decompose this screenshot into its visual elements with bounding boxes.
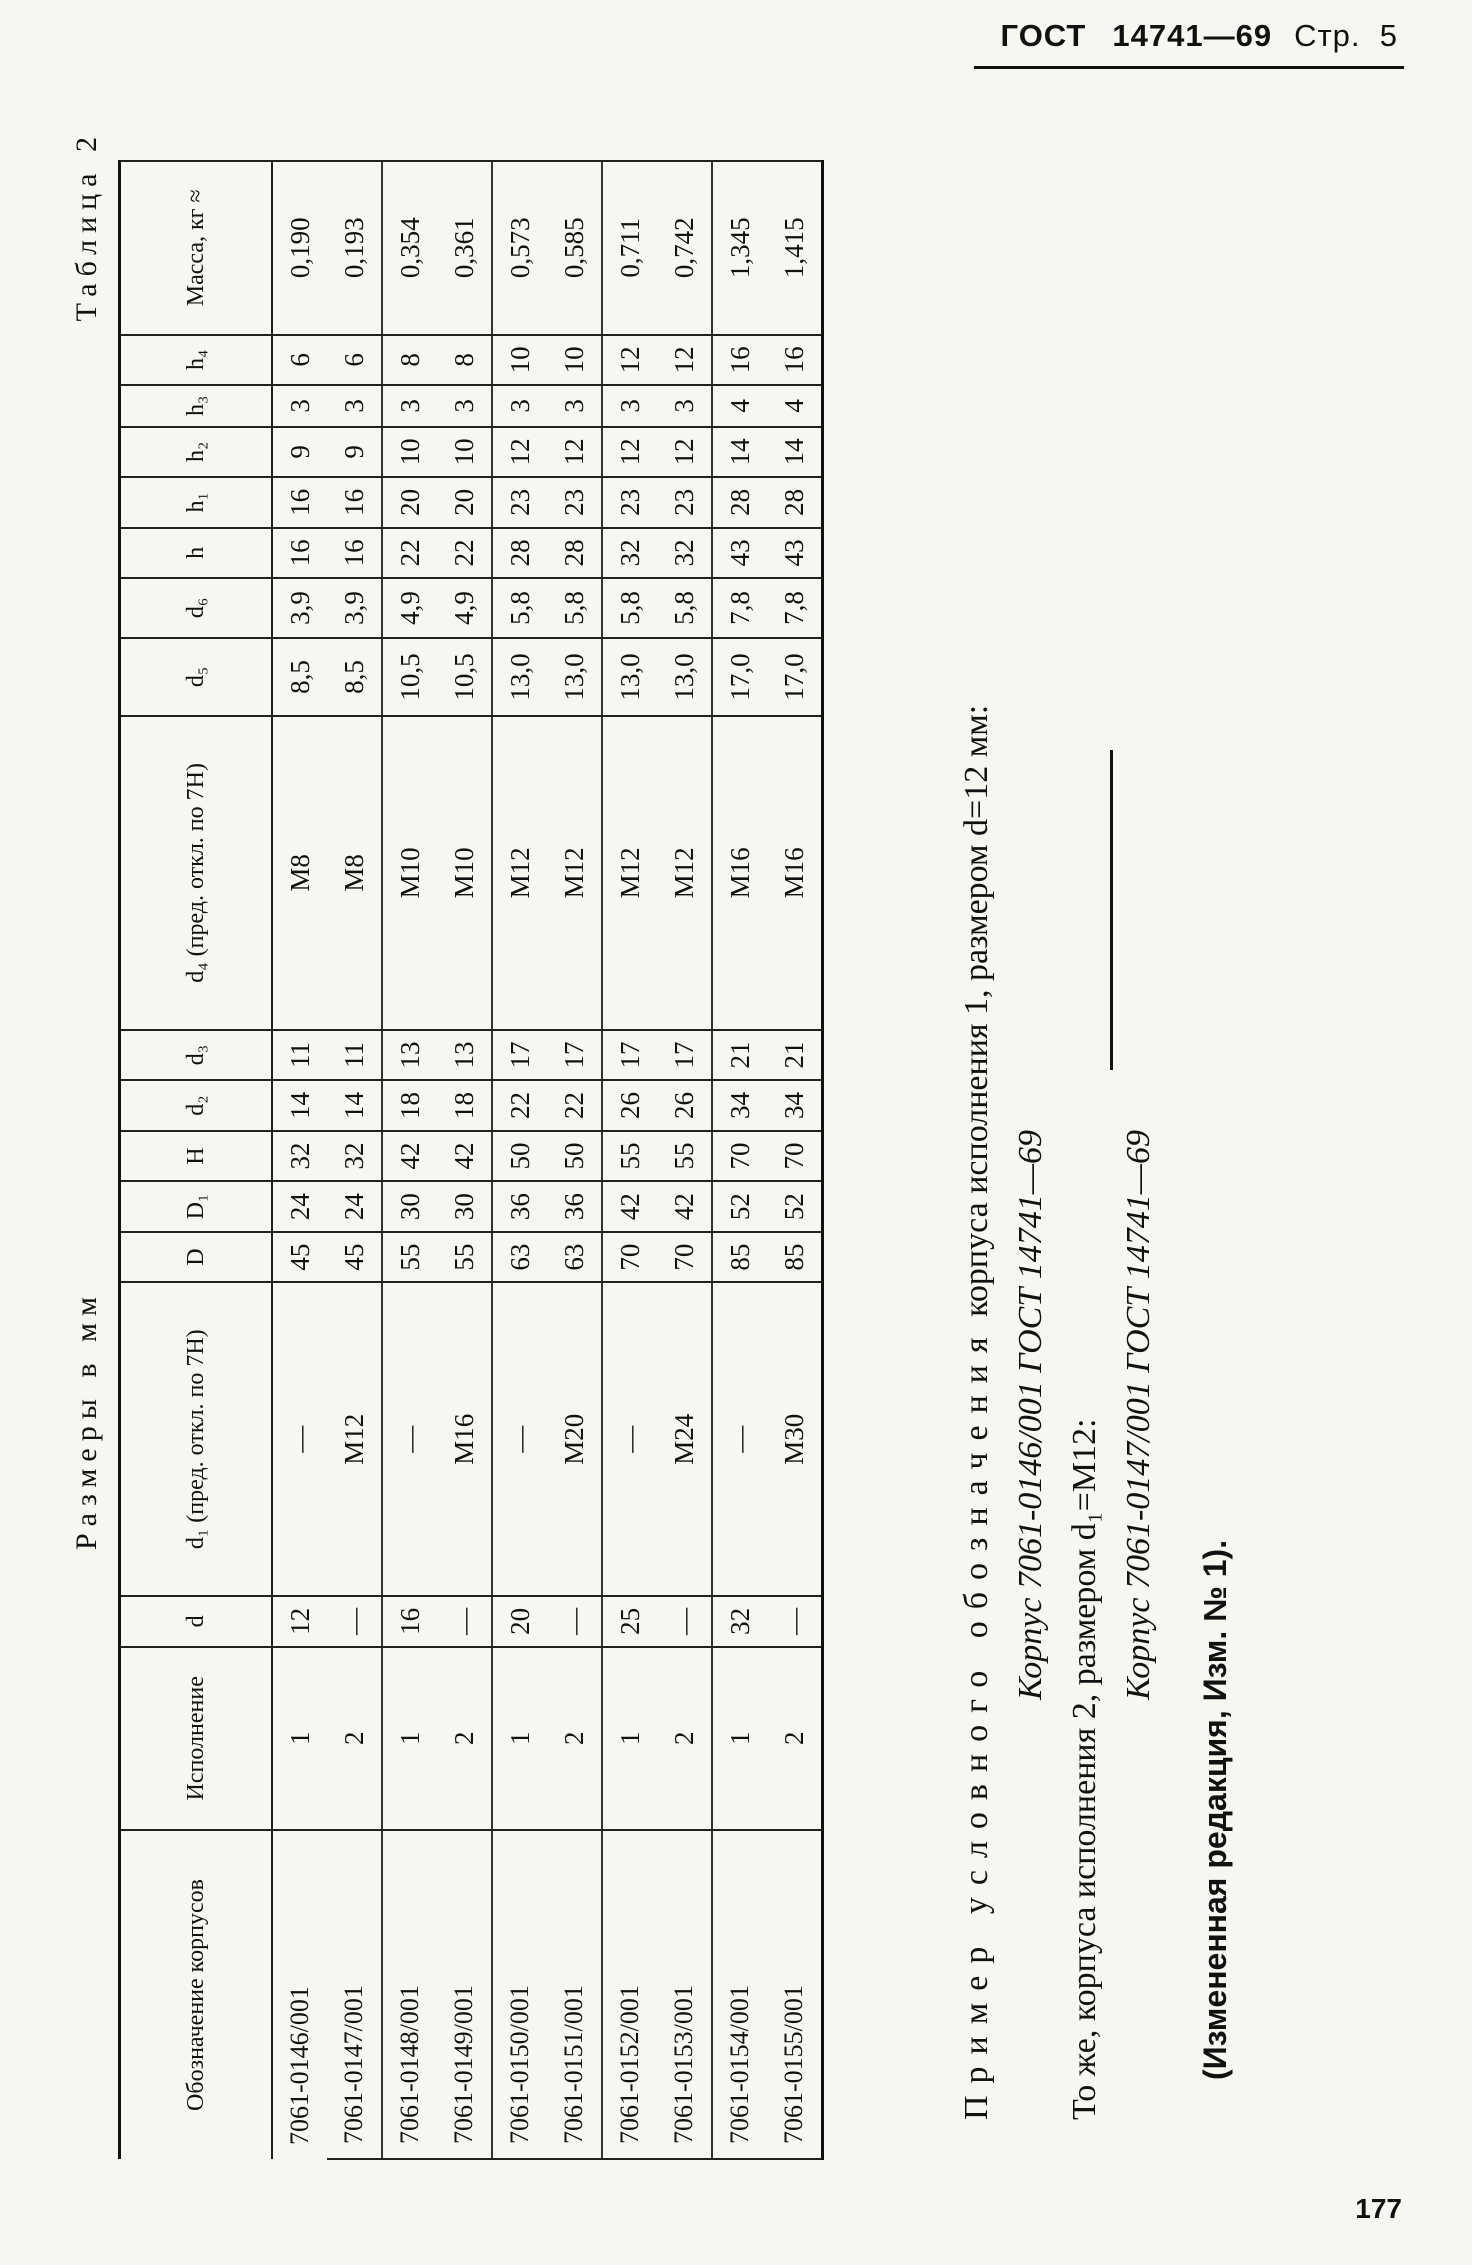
designation-cell: 7061-0146/001 bbox=[272, 1830, 327, 2159]
example-intro: Пример условного обозначения bbox=[958, 1325, 995, 2120]
table-cell: 13 bbox=[437, 1030, 492, 1081]
table-cell: 17 bbox=[657, 1030, 712, 1081]
table-cell: 12 bbox=[602, 427, 657, 478]
table-cell: 1 bbox=[492, 1647, 547, 1830]
table-cell: 16 bbox=[327, 528, 382, 579]
table-units: Размеры в мм bbox=[70, 1289, 103, 1550]
table-cell: 55 bbox=[437, 1232, 492, 1283]
table-cell: 24 bbox=[272, 1181, 327, 1232]
spec-table bbox=[118, 160, 824, 2160]
table-cell: 32 bbox=[272, 1131, 327, 1182]
table-cell: 7,8 bbox=[767, 578, 823, 638]
table-cell: 28 bbox=[767, 477, 823, 528]
table-cell: 1,345 bbox=[712, 161, 767, 335]
standard-number: 14741—69 bbox=[1112, 18, 1273, 53]
table-cell: 23 bbox=[602, 477, 657, 528]
table-cell: 5,8 bbox=[547, 578, 602, 638]
table-cell: 36 bbox=[547, 1181, 602, 1232]
table-cell: М10 bbox=[437, 716, 492, 1030]
table-cell: 4 bbox=[767, 385, 823, 426]
table-cell: 45 bbox=[272, 1232, 327, 1283]
table-cell: 14 bbox=[272, 1080, 327, 1131]
designation-cell: 7061-0148/001 bbox=[382, 1830, 437, 2159]
table-cell: 42 bbox=[657, 1181, 712, 1232]
column-header: Обозначение корпусов bbox=[120, 1830, 273, 2159]
table-cell: 3 bbox=[327, 385, 382, 426]
column-header: h₂ bbox=[120, 427, 273, 478]
table-cell: — bbox=[272, 1282, 327, 1596]
example-line-2: То же, корпуса исполнения 2, размером d₁=М12: bbox=[1066, 1418, 1103, 2120]
page-label: Стр. 5 bbox=[1294, 18, 1398, 53]
table-cell: 16 bbox=[382, 1596, 437, 1647]
table-cell: 32 bbox=[657, 528, 712, 579]
table-cell: 52 bbox=[767, 1181, 823, 1232]
table-cell: 5,8 bbox=[492, 578, 547, 638]
table-cell: 0,742 bbox=[657, 161, 712, 335]
column-header: d₃ bbox=[120, 1030, 273, 1081]
amendment-note: (Измененная редакция, Изм. № 1). bbox=[1197, 1539, 1233, 2080]
table-cell: 16 bbox=[767, 335, 823, 386]
designation-cell: 7061-0150/001 bbox=[492, 1830, 547, 2159]
designation-cell: 7061-0155/001 bbox=[767, 1830, 823, 2159]
table-cell: 26 bbox=[602, 1080, 657, 1131]
table-cell: 55 bbox=[382, 1232, 437, 1283]
column-header: h bbox=[120, 528, 273, 579]
table-cell: 4 bbox=[712, 385, 767, 426]
table-cell: 17 bbox=[492, 1030, 547, 1081]
table-cell: 28 bbox=[492, 528, 547, 579]
table-cell: 3 bbox=[657, 385, 712, 426]
column-header: d₅ bbox=[120, 638, 273, 716]
table-cell: 3,9 bbox=[327, 578, 382, 638]
table-cell: 17 bbox=[547, 1030, 602, 1081]
table-cell: 22 bbox=[547, 1080, 602, 1131]
table-cell: 24 bbox=[327, 1181, 382, 1232]
column-header: h₄ bbox=[120, 335, 273, 386]
designation-cell: 7061-0149/001 bbox=[437, 1830, 492, 2159]
column-header: H bbox=[120, 1131, 273, 1182]
table-cell: 45 bbox=[327, 1232, 382, 1283]
table-cell: 13,0 bbox=[547, 638, 602, 716]
table-cell: 9 bbox=[327, 427, 382, 478]
table-cell: — bbox=[657, 1596, 712, 1647]
table-cell: 42 bbox=[602, 1181, 657, 1232]
example-block bbox=[950, 220, 1242, 2120]
table-cell: 28 bbox=[547, 528, 602, 579]
column-header: d₂ bbox=[120, 1080, 273, 1131]
table-cell: 10 bbox=[492, 335, 547, 386]
example-code-1: Корпус 7061-0146/001 ГОСТ 14741—69 bbox=[1012, 1130, 1049, 1700]
table-cell: 16 bbox=[272, 477, 327, 528]
table-cell: 85 bbox=[712, 1232, 767, 1283]
table-cell: 32 bbox=[602, 528, 657, 579]
table-cell: 18 bbox=[382, 1080, 437, 1131]
table-cell: 0,354 bbox=[382, 161, 437, 335]
table-cell: 14 bbox=[767, 427, 823, 478]
table-cell: 16 bbox=[327, 477, 382, 528]
table-cell: 63 bbox=[547, 1232, 602, 1283]
table-cell: М12 bbox=[327, 1282, 382, 1596]
table-cell: М12 bbox=[547, 716, 602, 1030]
table-cell: 30 bbox=[382, 1181, 437, 1232]
table-cell: 6 bbox=[327, 335, 382, 386]
table-cell: 10 bbox=[437, 427, 492, 478]
table-row bbox=[437, 161, 492, 2159]
table-cell: 22 bbox=[382, 528, 437, 579]
table-cell: 17 bbox=[602, 1030, 657, 1081]
table-cell: 2 bbox=[437, 1647, 492, 1830]
table-cell: 2 bbox=[547, 1647, 602, 1830]
table-cell: 3 bbox=[382, 385, 437, 426]
table-header-row bbox=[120, 161, 273, 2159]
table-cell: 13,0 bbox=[492, 638, 547, 716]
table-cell: 70 bbox=[602, 1232, 657, 1283]
rotated-content bbox=[70, 120, 1390, 2160]
table-cell: 12 bbox=[657, 427, 712, 478]
table-cell: М16 bbox=[437, 1282, 492, 1596]
standard-label: ГОСТ bbox=[1000, 18, 1087, 53]
table-cell: 12 bbox=[602, 335, 657, 386]
table-cell: 5,8 bbox=[602, 578, 657, 638]
table-cell: 13,0 bbox=[602, 638, 657, 716]
table-cell: 3,9 bbox=[272, 578, 327, 638]
table-cell: 32 bbox=[712, 1596, 767, 1647]
table-caption: Таблица 2 bbox=[70, 130, 103, 322]
table-cell: 20 bbox=[492, 1596, 547, 1647]
table-cell: 63 bbox=[492, 1232, 547, 1283]
table-cell: 17,0 bbox=[767, 638, 823, 716]
table-cell: — bbox=[382, 1282, 437, 1596]
table-cell: 52 bbox=[712, 1181, 767, 1232]
table-cell: 55 bbox=[657, 1131, 712, 1182]
table-cell: 8,5 bbox=[272, 638, 327, 716]
example-intro-rest: корпуса исполнения 1, размером d=12 мм: bbox=[958, 704, 995, 1317]
table-cell: 8 bbox=[382, 335, 437, 386]
table-body bbox=[272, 161, 823, 2159]
table-cell: 12 bbox=[547, 427, 602, 478]
column-header: d₆ bbox=[120, 578, 273, 638]
table-row bbox=[382, 161, 437, 2159]
column-header: D bbox=[120, 1232, 273, 1283]
table-cell: 0,573 bbox=[492, 161, 547, 335]
table-cell: — bbox=[767, 1596, 823, 1647]
table-cell: М8 bbox=[272, 716, 327, 1030]
table-row bbox=[712, 161, 767, 2159]
table-cell: 16 bbox=[712, 335, 767, 386]
table-cell: 7,8 bbox=[712, 578, 767, 638]
table-cell: 20 bbox=[437, 477, 492, 528]
table-cell: 10 bbox=[547, 335, 602, 386]
header-rule bbox=[974, 66, 1404, 69]
table-cell: 6 bbox=[272, 335, 327, 386]
column-header: h₁ bbox=[120, 477, 273, 528]
table-row bbox=[492, 161, 547, 2159]
table-cell: 1 bbox=[712, 1647, 767, 1830]
column-header: d bbox=[120, 1596, 273, 1647]
designation-cell: 7061-0152/001 bbox=[602, 1830, 657, 2159]
table-cell: 21 bbox=[767, 1030, 823, 1081]
table-cell: 11 bbox=[327, 1030, 382, 1081]
page-number: 177 bbox=[1355, 2193, 1402, 2224]
table-cell: 70 bbox=[712, 1131, 767, 1182]
table-cell: 42 bbox=[382, 1131, 437, 1182]
table-cell: 12 bbox=[657, 335, 712, 386]
table-cell: 12 bbox=[492, 427, 547, 478]
table-cell: 42 bbox=[437, 1131, 492, 1182]
table-cell: 14 bbox=[712, 427, 767, 478]
table-cell: — bbox=[492, 1282, 547, 1596]
column-header: Масса, кг ≈ bbox=[120, 161, 273, 335]
table-cell: 23 bbox=[492, 477, 547, 528]
table-cell: 8,5 bbox=[327, 638, 382, 716]
table-cell: 21 bbox=[712, 1030, 767, 1081]
table-cell: 18 bbox=[437, 1080, 492, 1131]
designation-cell: 7061-0154/001 bbox=[712, 1830, 767, 2159]
table-cell: 2 bbox=[657, 1647, 712, 1830]
table-row bbox=[602, 161, 657, 2159]
table-cell: 30 bbox=[437, 1181, 492, 1232]
table-cell: 4,9 bbox=[382, 578, 437, 638]
table-cell: 2 bbox=[767, 1647, 823, 1830]
table-cell: 3 bbox=[547, 385, 602, 426]
table-cell: М24 bbox=[657, 1282, 712, 1596]
column-header: Исполнение bbox=[120, 1647, 273, 1830]
table-cell: М16 bbox=[767, 716, 823, 1030]
table-cell: 34 bbox=[712, 1080, 767, 1131]
table-cell: 14 bbox=[327, 1080, 382, 1131]
table-cell: 25 bbox=[602, 1596, 657, 1647]
example-code-2: Корпус 7061-0147/001 ГОСТ 14741—69 bbox=[1120, 1130, 1157, 1700]
table-cell: М16 bbox=[712, 716, 767, 1030]
table-cell: М12 bbox=[657, 716, 712, 1030]
table-cell: 43 bbox=[712, 528, 767, 579]
table-cell: 3 bbox=[437, 385, 492, 426]
table-cell: 3 bbox=[272, 385, 327, 426]
table-cell: 0,193 bbox=[327, 161, 382, 335]
table-cell: М30 bbox=[767, 1282, 823, 1596]
example-line-1 bbox=[950, 220, 1004, 2120]
designation-cell: 7061-0147/001 bbox=[327, 1830, 382, 2159]
table-cell: 50 bbox=[492, 1131, 547, 1182]
table-cell: 3 bbox=[602, 385, 657, 426]
table-cell: 9 bbox=[272, 427, 327, 478]
designation-cell: 7061-0153/001 bbox=[657, 1830, 712, 2159]
table-cell: 23 bbox=[547, 477, 602, 528]
table-cell: — bbox=[547, 1596, 602, 1647]
table-cell: 11 bbox=[272, 1030, 327, 1081]
table-cell: 10 bbox=[382, 427, 437, 478]
table-cell: 36 bbox=[492, 1181, 547, 1232]
table-cell: 22 bbox=[492, 1080, 547, 1131]
column-header: d₄ (пред. откл. по 7Н) bbox=[120, 716, 273, 1030]
table-cell: 12 bbox=[272, 1596, 327, 1647]
table-cell: 1 bbox=[272, 1647, 327, 1830]
table-cell: 0,190 bbox=[272, 161, 327, 335]
table-cell: 17,0 bbox=[712, 638, 767, 716]
table-cell: 10,5 bbox=[382, 638, 437, 716]
table-cell: М10 bbox=[382, 716, 437, 1030]
table-cell: 8 bbox=[437, 335, 492, 386]
table-cell: 34 bbox=[767, 1080, 823, 1131]
table-cell: 28 bbox=[712, 477, 767, 528]
table-row bbox=[767, 161, 823, 2159]
table-cell: 85 bbox=[767, 1232, 823, 1283]
table-cell: — bbox=[712, 1282, 767, 1596]
table-cell: 22 bbox=[437, 528, 492, 579]
table-cell: — bbox=[602, 1282, 657, 1596]
table-cell: 2 bbox=[327, 1647, 382, 1830]
table-cell: 1 bbox=[382, 1647, 437, 1830]
table-cell: 13 bbox=[382, 1030, 437, 1081]
table-row bbox=[272, 161, 327, 2159]
table-row bbox=[327, 161, 382, 2159]
table-cell: М12 bbox=[492, 716, 547, 1030]
table-cell: 0,361 bbox=[437, 161, 492, 335]
table-cell: 10,5 bbox=[437, 638, 492, 716]
table-cell: 20 bbox=[382, 477, 437, 528]
table-row bbox=[657, 161, 712, 2159]
column-header: D₁ bbox=[120, 1181, 273, 1232]
table-cell: 50 bbox=[547, 1131, 602, 1182]
header-page: 5 bbox=[1379, 18, 1398, 53]
table-cell: М20 bbox=[547, 1282, 602, 1596]
table-cell: — bbox=[327, 1596, 382, 1647]
table-cell: 26 bbox=[657, 1080, 712, 1131]
separator-rule bbox=[1110, 750, 1113, 1070]
table-cell: 3 bbox=[492, 385, 547, 426]
table-cell: 43 bbox=[767, 528, 823, 579]
table-cell: 13,0 bbox=[657, 638, 712, 716]
designation-cell: 7061-0151/001 bbox=[547, 1830, 602, 2159]
column-header: h₃ bbox=[120, 385, 273, 426]
table-cell: 0,585 bbox=[547, 161, 602, 335]
table-row bbox=[547, 161, 602, 2159]
table-cell: 1 bbox=[602, 1647, 657, 1830]
table-cell: 1,415 bbox=[767, 161, 823, 335]
table-cell: 23 bbox=[657, 477, 712, 528]
column-header: d₁ (пред. откл. по 7Н) bbox=[120, 1282, 273, 1596]
table-cell: 16 bbox=[272, 528, 327, 579]
table-cell: 32 bbox=[327, 1131, 382, 1182]
table-cell: 70 bbox=[767, 1131, 823, 1182]
table-cell: М12 bbox=[602, 716, 657, 1030]
table-cell: 5,8 bbox=[657, 578, 712, 638]
table-cell: — bbox=[437, 1596, 492, 1647]
table-cell: 4,9 bbox=[437, 578, 492, 638]
table-cell: 70 bbox=[657, 1232, 712, 1283]
table-cell: М8 bbox=[327, 716, 382, 1030]
table-cell: 55 bbox=[602, 1131, 657, 1182]
page-header bbox=[1001, 18, 1398, 54]
table-cell: 0,711 bbox=[602, 161, 657, 335]
